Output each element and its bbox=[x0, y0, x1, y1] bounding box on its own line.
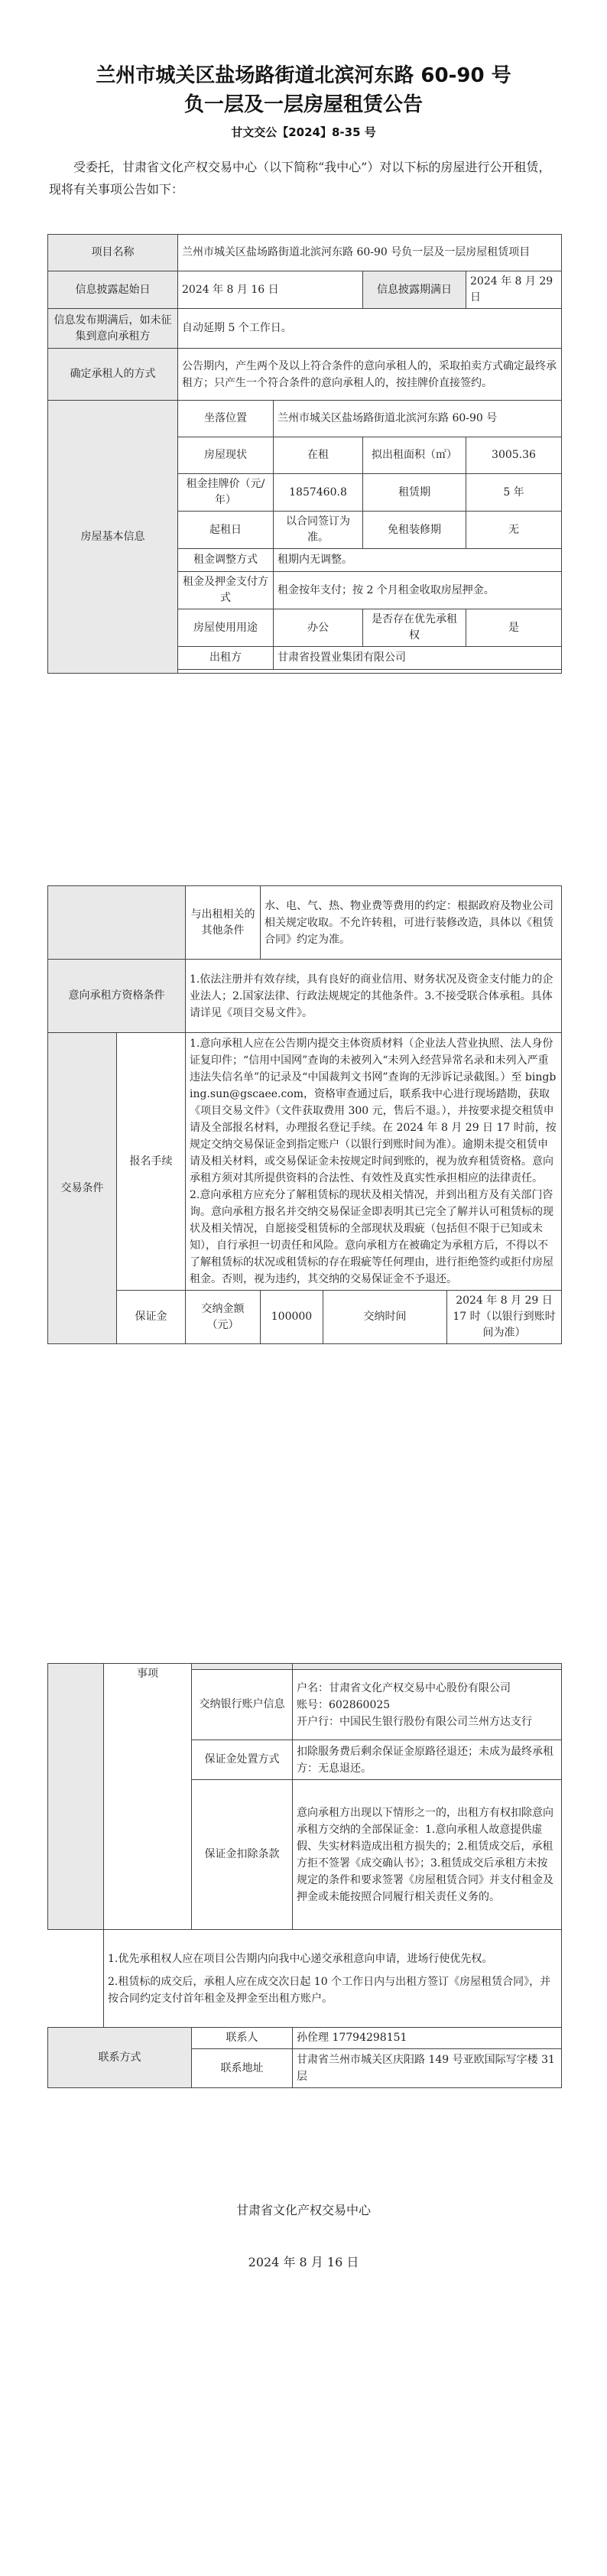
procedure-paragraph-2: 2.意向承租方应充分了解租赁标的现状及相关情况，并到出租方及有关部门咨询。意向承租方报名并交纳交易保证金即表明其已完全了解并认可租赁标的现状及相关情况，自愿接受租赁标的全部现状及瑕疵（包括但不限于已知或未知），自行承担一切责任和风险。意向承租方在被确定为承租方后，不得以不了解租赁标的状况或租赁标的存在瑕疵等任何理由，进行拒绝签约或拒付房屋租金。否则，视为违约，其交纳的交易保证金不予退还。 bbox=[190, 1189, 553, 1285]
deposit-handling-value: 扣除服务费后剩余保证金原路径退还；未成为最终承租方：无息退还。 bbox=[293, 1740, 562, 1780]
note-2: 2.租赁标的成交后，承租人应在成交次日起 10 个工作日内与出租方签订《房屋租赁合同》，并按合同约定支付首年租金及押金至出租方账户。 bbox=[108, 1975, 551, 2005]
bank-account-number: 账号：602860025 bbox=[297, 1698, 391, 1711]
intro-paragraph: 受委托，甘肃省文化产权交易中心（以下简称“我中心”）对以下标的房屋进行公开租赁，现将有关事项公告如下： bbox=[49, 160, 551, 197]
disclosure-end-value: 2024 年 8 月 29 日 bbox=[466, 271, 562, 309]
disclosure-end-label: 信息披露期满日 bbox=[363, 271, 466, 309]
priority-value: 是 bbox=[466, 609, 562, 647]
bank-account-value bbox=[293, 1670, 562, 1740]
trade-conditions-table bbox=[47, 885, 562, 1344]
trade-conditions-label: 交易条件 bbox=[48, 1033, 117, 1344]
page-title-line2: 负一层及一层房屋租赁公告 bbox=[183, 93, 423, 116]
status-label: 房屋现状 bbox=[178, 437, 274, 474]
deposit-amount-value: 100000 bbox=[261, 1291, 323, 1344]
blank-cell bbox=[192, 1664, 293, 1670]
lessor-value: 甘肃省投置业集团有限公司 bbox=[274, 647, 562, 670]
start-rent-value: 以合同签订为准。 bbox=[274, 512, 363, 549]
lessor-label: 出租方 bbox=[178, 647, 274, 670]
contact-address-label: 联系地址 bbox=[192, 2049, 293, 2088]
procedure-label: 报名手续 bbox=[117, 1033, 186, 1291]
priority-label: 是否存在优先承租权 bbox=[363, 609, 466, 647]
project-info-table bbox=[47, 234, 562, 674]
adjust-label: 租金调整方式 bbox=[178, 549, 274, 572]
notes-cell bbox=[104, 1930, 562, 2028]
blank-cell bbox=[293, 1664, 562, 1670]
disclosure-start-value: 2024 年 8 月 16 日 bbox=[178, 271, 363, 309]
expiry-value: 自动延期 5 个工作日。 bbox=[178, 309, 562, 349]
procedure-value bbox=[186, 1033, 562, 1291]
deposit-deduction-value: 意向承租方出现以下情形之一的，出租方有权扣除意向承租方交纳的全部保证金：1.意向承租人故意提供虚假、失实材料造成出租方损失的；2.租赁成交后，承租方拒不签署《成交确认书》；3.租赁成交后承租方未按规定的条件和要求签署《房屋租赁合同》并支付租金及押金或未能按照合同履行相关责任义务的。 bbox=[293, 1780, 562, 1930]
deposit-label: 保证金 bbox=[117, 1291, 186, 1344]
table-end-rule bbox=[178, 670, 562, 674]
contact-person-value: 孙佺理 17794298151 bbox=[293, 2028, 562, 2049]
issue-date: 2024 年 8 月 16 日 bbox=[248, 2255, 359, 2269]
page-title-line1: 兰州市城关区盐场路街道北滨河东路 60-90 号 bbox=[96, 64, 511, 87]
method-value: 公告期内，产生两个及以上符合条件的意向承租人的，采取拍卖方式确定最终承租方；只产生一个符合条件的意向承租人的，按挂牌价直接签约。 bbox=[178, 349, 562, 401]
free-period-label: 免租装修期 bbox=[363, 512, 466, 549]
other-conditions-value: 水、电、气、热、物业费等费用的约定：根据政府及物业公司相关规定收取。不允许转租，可进行装修改造，具体以《租赁合同》约定为准。 bbox=[261, 886, 562, 960]
use-value: 办公 bbox=[274, 609, 363, 647]
price-label: 租金挂牌价（元/年） bbox=[178, 474, 274, 512]
bank-account-name: 户名：甘肃省文化产权交易中心股份有限公司 bbox=[297, 1681, 511, 1694]
free-period-value: 无 bbox=[466, 512, 562, 549]
house-info-label: 房屋基本信息 bbox=[48, 401, 178, 674]
term-label: 租赁期 bbox=[363, 474, 466, 512]
location-value: 兰州市城关区盐场路街道北滨河东路 60-90 号 bbox=[274, 401, 562, 437]
blank-cell bbox=[48, 886, 186, 960]
method-label: 确定承租人的方式 bbox=[48, 349, 178, 401]
payment-value: 租金按年支付；按 2 个月租金收取房屋押金。 bbox=[274, 572, 562, 609]
notes-contact-table bbox=[103, 1929, 562, 2028]
other-conditions-label: 与出租相关的其他条件 bbox=[186, 886, 261, 960]
price-value: 1857460.8 bbox=[274, 474, 363, 512]
document-number: 甘文交公【2024】8-35 号 bbox=[231, 125, 376, 139]
contact-table bbox=[47, 2027, 562, 2088]
status-value: 在租 bbox=[274, 437, 363, 474]
deposit-time-value: 2024 年 8 月 29 日 17 时（以银行到账时间为准） bbox=[447, 1291, 562, 1344]
area-value: 3005.36 bbox=[466, 437, 562, 474]
start-rent-label: 起租日 bbox=[178, 512, 274, 549]
matters-label: 事项 bbox=[104, 1664, 192, 1930]
deposit-info-table bbox=[103, 1663, 562, 1930]
deposit-time-label: 交纳时间 bbox=[323, 1291, 447, 1344]
term-value: 5 年 bbox=[466, 474, 562, 512]
qualification-label: 意向承租方资格条件 bbox=[48, 960, 186, 1033]
deposit-handling-label: 保证金处置方式 bbox=[192, 1740, 293, 1780]
contact-label: 联系方式 bbox=[48, 2028, 192, 2088]
disclosure-start-label: 信息披露起始日 bbox=[48, 271, 178, 309]
deposit-amount-label: 交纳金额（元） bbox=[186, 1291, 261, 1344]
issuer-name: 甘肃省文化产权交易中心 bbox=[235, 2203, 371, 2217]
location-label: 坐落位置 bbox=[178, 401, 274, 437]
use-label: 房屋使用用途 bbox=[178, 609, 274, 647]
bank-account-label: 交纳银行账户信息 bbox=[192, 1670, 293, 1740]
project-name-value: 兰州市城关区盐场路街道北滨河东路 60-90 号负一层及一层房屋租赁项目 bbox=[178, 235, 562, 271]
contact-address-value: 甘肃省兰州市城关区庆阳路 149 号亚欧国际写字楼 31 层 bbox=[293, 2049, 562, 2088]
expiry-label: 信息发布期满后，如未征集到意向承租方 bbox=[48, 309, 178, 349]
deposit-deduction-label: 保证金扣除条款 bbox=[192, 1780, 293, 1930]
procedure-paragraph-1: 1.意向承租人应在公告期内提交主体资质材料（企业法人营业执照、法人身份证复印件；“信用中国网”查询的未被列入“未列入经营异常名录和未列入严重违法失信名单”的记录及“中国裁判文书网”查询的无涉诉记录截图。）至 bingbing.sun@gscaee.com，资格审查通过后，联系我中心进行现场踏勘，获取《项目交易文件》（文件获取费用 300 元，售后不退。），并按要求提交租赁申请及全部报名材料，办理报名登记手续。在 2024 年 8 月 29 日 17 时前，按规定交纳交易保证金到指定账户（以银行到账时间为准）。逾期未提交租赁申请及相关材料，或交易保证金未按规定时间到账的，视为放弃租赁资格。意向承租方须对其所提供资料的合法性、有效性及真实性承担相应的法律责任。 bbox=[190, 1038, 557, 1184]
bank-account-branch: 开户行：中国民生银行股份有限公司兰州方达支行 bbox=[297, 1715, 532, 1728]
area-label: 拟出租面积（㎡） bbox=[363, 437, 466, 474]
contact-person-label: 联系人 bbox=[192, 2028, 293, 2049]
qualification-value: 1.依法注册并有效存续，具有良好的商业信用、财务状况及资金支付能力的企业法人；2.国家法律、行政法规规定的其他条件。3.不接受联合体承租。具体请详见《项目交易文件》。 bbox=[186, 960, 562, 1033]
payment-label: 租金及押金支付方式 bbox=[178, 572, 274, 609]
adjust-value: 租期内无调整。 bbox=[274, 549, 562, 572]
left-gray-strip bbox=[47, 1663, 103, 1930]
note-1: 1.优先承租权人应在项目公告期内向我中心递交承租意向申请，进场行使优先权。 bbox=[108, 1952, 493, 1965]
project-name-label: 项目名称 bbox=[48, 235, 178, 271]
